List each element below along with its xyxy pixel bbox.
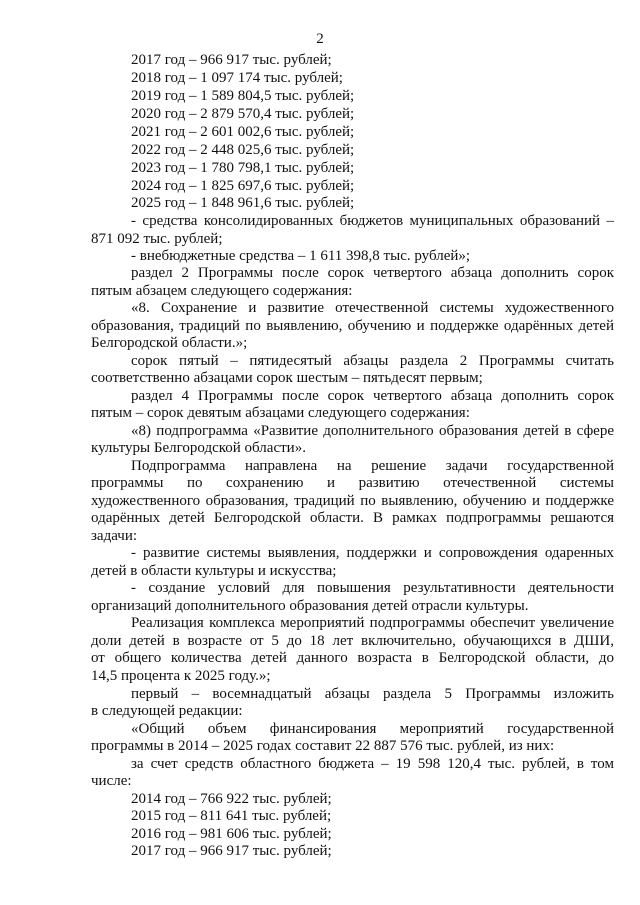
text-line: доли детей в возрасте от 5 до 18 лет включительно, обучающихся в ДШИ,	[91, 633, 614, 649]
text-line: 2019 год – 1 589 804,5 тыс. рублей;	[131, 88, 355, 104]
text-line: раздел 2 Программы после сорок четвертого абзаца дополнить сорок	[131, 265, 614, 281]
text-line: 14,5 процента к 2025 году.»;	[91, 668, 271, 684]
text-line: 2015 год – 811 641 тыс. рублей;	[131, 808, 332, 824]
text-line: пятым абзацем следующего содержания:	[91, 283, 353, 299]
text-line: соответственно абзацами сорок шестым – пятьдесят первым;	[91, 370, 483, 386]
text-line: - создание условий для повышения результативности деятельности	[131, 580, 614, 596]
text-line: 2022 год – 2 448 025,6 тыс. рублей;	[131, 142, 355, 158]
text-line: 2017 год – 966 917 тыс. рублей;	[131, 843, 332, 859]
text-line: Реализация комплекса мероприятий подпрограммы обеспечит увеличение	[131, 615, 614, 631]
page-number: 2	[316, 31, 324, 47]
text-line: первый – восемнадцатый абзацы раздела 5 Программы изложить	[131, 686, 614, 702]
text-line: в следующей редакции:	[91, 703, 243, 719]
text-line: Белгородской области.»;	[91, 335, 248, 351]
text-line: от общего количества детей данного возраста в Белгородской области, до	[91, 650, 614, 666]
text-line: «8) подпрограмма «Развитие дополнительного образования детей в сфере	[131, 423, 614, 439]
text-line: задачи:	[91, 528, 138, 544]
text-line: одарённых детей Белгородской области. В рамках подпрограммы решаются	[91, 510, 614, 526]
text-line: 2018 год – 1 097 174 тыс. рублей;	[131, 70, 343, 86]
text-line: 2024 год – 1 825 697,6 тыс. рублей;	[131, 178, 355, 194]
text-line: 871 092 тыс. рублей;	[91, 231, 223, 247]
text-line: «Общий объем финансирования мероприятий государственной	[131, 721, 614, 737]
text-line: за счет средств областного бюджета – 19 598 120,4 тыс. рублей, в том	[131, 756, 614, 772]
text-line: - развитие системы выявления, поддержки и сопровождения одаренных	[131, 545, 614, 561]
text-line: образования, традиций по выявлению, обучению и поддержке одарённых детей	[91, 318, 614, 334]
text-line: детей в области культуры и искусства;	[91, 563, 337, 579]
text-line: художественного образования, традиций по выявлению, обучению и поддержке	[91, 493, 614, 509]
text-line: раздел 4 Программы после сорок четвертого абзаца дополнить сорок	[131, 388, 614, 404]
text-line: пятым – сорок девятым абзацами следующего содержания:	[91, 405, 470, 421]
text-line: 2021 год – 2 601 002,6 тыс. рублей;	[131, 124, 355, 140]
text-line: «8. Сохранение и развитие отечественной системы художественного	[131, 300, 614, 316]
text-line: - внебюджетные средства – 1 611 398,8 тыс. рублей»;	[131, 248, 471, 264]
text-line: 2023 год – 1 780 798,1 тыс. рублей;	[131, 160, 355, 176]
text-line: организаций дополнительного образования детей отрасли культуры.	[91, 598, 529, 614]
text-line: сорок пятый – пятидесятый абзацы раздела 2 Программы считать	[131, 353, 614, 369]
text-line: 2025 год – 1 848 961,6 тыс. рублей;	[131, 195, 355, 211]
text-line: 2017 год – 966 917 тыс. рублей;	[131, 52, 332, 68]
text-line: 2014 год – 766 922 тыс. рублей;	[131, 791, 332, 807]
text-line: программы по сохранению и развитию отечественной системы	[91, 475, 614, 491]
text-line: культуры Белгородской области».	[91, 440, 306, 456]
text-line: числе:	[91, 773, 132, 789]
text-line: программы в 2014 – 2025 годах составит 22 887 576 тыс. рублей, из них:	[91, 738, 555, 754]
text-line: 2020 год – 2 879 570,4 тыс. рублей;	[131, 106, 355, 122]
text-line: - средства консолидированных бюджетов муниципальных образований –	[131, 213, 614, 229]
text-line: Подпрограмма направлена на решение задачи государственной	[131, 458, 614, 474]
text-line: 2016 год – 981 606 тыс. рублей;	[131, 826, 332, 842]
